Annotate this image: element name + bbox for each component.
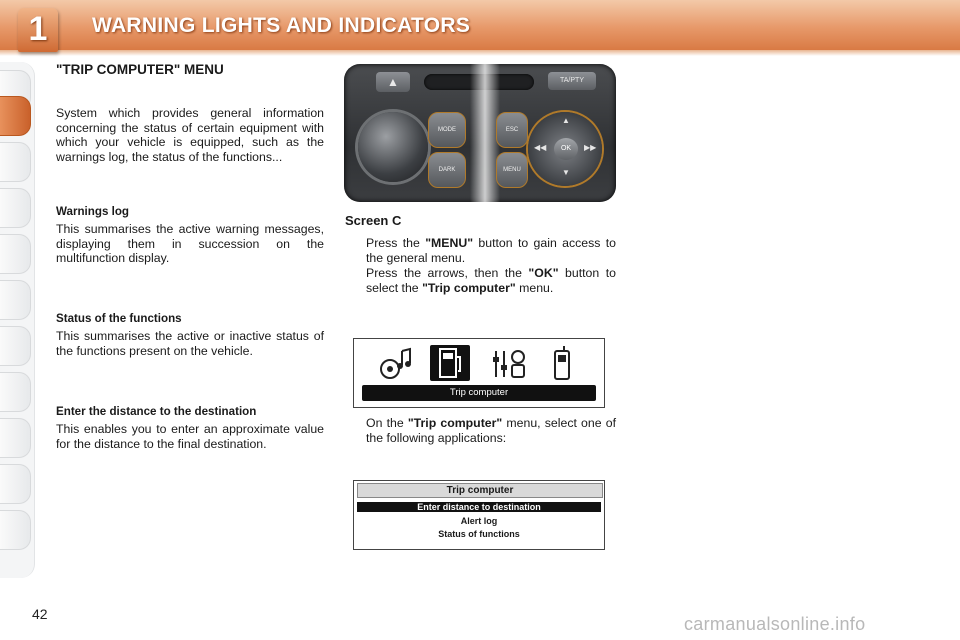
step1-text: Press the bbox=[366, 236, 426, 250]
page-number: 42 bbox=[32, 606, 48, 622]
ta-button: TA/PTY bbox=[548, 72, 596, 90]
screen-title: Trip computer bbox=[357, 483, 603, 498]
step2-bold-ok: "OK" bbox=[528, 266, 559, 280]
arrow-down-icon: ▼ bbox=[562, 168, 570, 177]
paragraph-warnings-log: This summarises the active warning messages, displaying them in succession on the multifunction display. bbox=[56, 222, 324, 265]
dark-button: DARK bbox=[428, 152, 466, 188]
ok-button: OK bbox=[554, 138, 578, 160]
menu-item-alert-log[interactable]: Alert log bbox=[460, 516, 498, 526]
telephone-icon bbox=[542, 345, 582, 381]
subheading-warnings-log: Warnings log bbox=[56, 205, 129, 218]
subheading-status-functions: Status of the functions bbox=[56, 312, 182, 325]
settings-sliders-icon bbox=[488, 345, 528, 381]
step2-text-end: menu. bbox=[515, 280, 554, 295]
screen-trip-computer-menu bbox=[353, 480, 605, 550]
watermark: carmanualsonline.info bbox=[684, 614, 866, 634]
header-shadow bbox=[0, 50, 960, 56]
volume-knob bbox=[358, 112, 428, 182]
rail-tab[interactable] bbox=[0, 280, 31, 320]
screen-main-menu bbox=[353, 338, 605, 408]
step1-bold: "MENU" bbox=[425, 236, 474, 250]
rail-tab-active[interactable] bbox=[0, 96, 31, 136]
menu-item-distance[interactable]: Enter distance to destination bbox=[357, 502, 601, 512]
rail-tab[interactable] bbox=[0, 510, 31, 550]
esc-button: ESC bbox=[496, 112, 528, 148]
rail-tab[interactable] bbox=[0, 188, 31, 228]
hazard-icon: ▲ bbox=[376, 72, 410, 92]
screen-c-heading: Screen C bbox=[345, 213, 402, 228]
paragraph-status-functions: This summarises the active or inactive status of the functions present on the vehicle. bbox=[56, 329, 324, 358]
audio-icon bbox=[376, 345, 416, 381]
step3-text: On the bbox=[366, 416, 408, 430]
section-heading: "TRIP COMPUTER" MENU bbox=[56, 62, 224, 77]
chapter-number: 1 bbox=[28, 10, 48, 48]
mode-button: MODE bbox=[428, 112, 466, 148]
step2-text: Press the arrows, then the bbox=[366, 266, 529, 280]
rail-tab[interactable] bbox=[0, 234, 31, 274]
paragraph-distance: This enables you to enter an approximate value for the distance to the final destination. bbox=[56, 422, 324, 451]
rail-tab[interactable] bbox=[0, 418, 31, 458]
menu-button: MENU bbox=[496, 152, 528, 188]
rail-tab[interactable] bbox=[0, 142, 31, 182]
step1-text-end: button to gain access to the general menu. bbox=[366, 236, 616, 265]
step3-text-end: menu, select one of the following applications: bbox=[366, 416, 616, 445]
intro-paragraph: System which provides general information concerning the status of certain equipment with which your vehicle is equipped, such as the warnings log, the status of the functions... bbox=[56, 106, 324, 164]
step3-bold: "Trip computer" bbox=[407, 416, 503, 430]
arrow-right-icon: ▶▶ bbox=[584, 143, 597, 152]
rail-tab[interactable] bbox=[0, 326, 31, 366]
page-title: WARNING LIGHTS AND INDICATORS bbox=[92, 14, 471, 37]
arrow-left-icon: ◀◀ bbox=[534, 143, 547, 152]
step2-text-mid: button to select the bbox=[366, 266, 616, 295]
trip-computer-icon bbox=[430, 345, 470, 381]
menu-caption: Trip computer bbox=[362, 385, 596, 401]
rail-tab[interactable] bbox=[0, 464, 31, 504]
rail-tab[interactable] bbox=[0, 372, 31, 412]
step2-bold-trip: "Trip computer" bbox=[422, 280, 516, 295]
menu-item-status[interactable]: Status of functions bbox=[438, 529, 520, 539]
arrow-up-icon: ▲ bbox=[562, 116, 570, 125]
subheading-distance: Enter the distance to the destination bbox=[56, 405, 257, 418]
